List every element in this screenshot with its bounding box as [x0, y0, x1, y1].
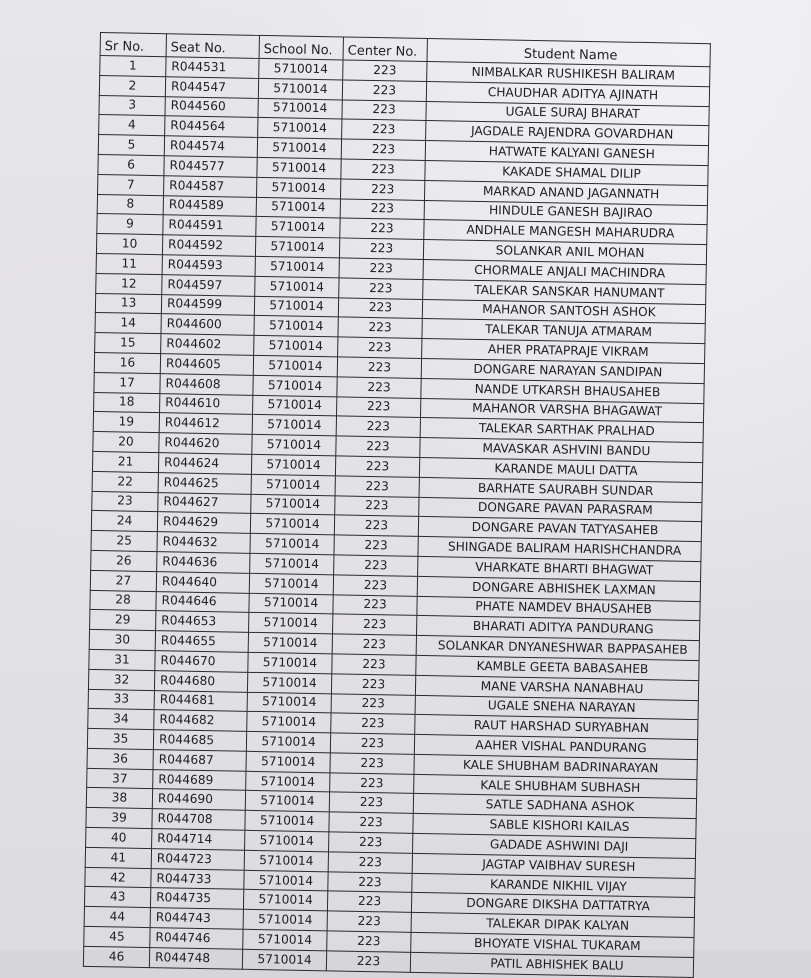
school-no-cell: 5710014	[258, 118, 342, 139]
school-no-cell: 5710014	[258, 98, 342, 119]
school-no-cell: 5710014	[243, 890, 327, 911]
seat-no-cell: R044587	[164, 175, 257, 196]
student-name-cell: TALEKAR TANUJA ATMARAM	[422, 319, 705, 344]
center-no-cell: 223	[329, 812, 413, 833]
school-no-cell: 5710014	[245, 791, 329, 812]
student-name-cell: HATWATE KALYANI GANESH	[425, 141, 708, 166]
school-no-cell: 5710014	[257, 157, 341, 178]
center-no-cell: 223	[335, 456, 419, 477]
sr-cell: 15	[95, 333, 161, 354]
school-no-cell: 5710014	[249, 613, 333, 634]
seat-no-cell: R044620	[159, 433, 252, 454]
sr-cell: 8	[97, 194, 163, 215]
seat-no-cell: R044685	[153, 730, 246, 751]
student-name-cell: BHARATI ADITYA PANDURANG	[416, 616, 699, 641]
student-name-cell: DONGARE NARAYAN SANDIPAN	[421, 358, 704, 383]
student-name-cell: MAHANOR SANTOSH ASHOK	[422, 299, 705, 324]
center-no-cell: 223	[340, 218, 424, 239]
center-no-cell: 223	[330, 773, 414, 794]
student-name-cell: SATLE SADHANA ASHOK	[413, 794, 696, 819]
school-no-cell: 5710014	[250, 533, 334, 554]
center-no-cell: 223	[333, 594, 417, 615]
student-name-cell: CHAUDHAR ADITYA AJINATH	[426, 81, 709, 106]
seat-no-cell: R044574	[164, 136, 257, 157]
school-no-cell: 5710014	[247, 712, 331, 733]
sr-cell: 25	[91, 531, 157, 552]
center-no-cell: 223	[340, 199, 424, 220]
seat-no-cell: R044646	[156, 591, 249, 612]
school-no-cell: 5710014	[252, 415, 336, 436]
student-name-cell: MAHANOR VARSHA BHAGAWAT	[420, 398, 703, 423]
header-seat-no: Seat No.	[166, 34, 259, 59]
student-name-cell: MANE VARSHA NANABHAU	[415, 675, 698, 700]
center-no-cell: 223	[337, 357, 421, 378]
sr-cell: 29	[90, 610, 156, 631]
seat-no-cell: R044680	[154, 670, 247, 691]
center-no-cell: 223	[328, 871, 412, 892]
seat-no-cell: R044605	[160, 354, 253, 375]
sr-cell: 40	[86, 827, 152, 848]
seat-no-cell: R044608	[160, 373, 253, 394]
table-body	[83, 56, 710, 978]
school-no-cell: 5710014	[256, 217, 340, 238]
school-no-cell: 5710014	[253, 395, 337, 416]
student-name-cell: KALE SHUBHAM BADRINARAYAN	[414, 754, 697, 779]
school-no-cell: 5710014	[246, 771, 330, 792]
student-name-cell: RAUT HARSHAD SURYABHAN	[415, 715, 698, 740]
sr-cell: 41	[85, 847, 151, 868]
center-no-cell: 223	[332, 654, 416, 675]
school-no-cell: 5710014	[254, 296, 338, 317]
school-no-cell: 5710014	[248, 632, 332, 653]
seat-no-cell: R044597	[162, 274, 255, 295]
sr-cell: 35	[87, 728, 153, 749]
seat-no-cell: R044624	[158, 453, 251, 474]
sr-cell: 18	[94, 392, 160, 413]
center-no-cell: 223	[328, 852, 412, 873]
student-name-cell: CHORMALE ANJALI MACHINDRA	[423, 259, 706, 284]
sr-cell: 46	[83, 946, 149, 967]
student-name-cell: NIMBALKAR RUSHIKESH BALIRAM	[427, 61, 710, 86]
student-name-cell: KAKADE SHAMAL DILIP	[425, 160, 708, 185]
school-no-cell: 5710014	[254, 316, 338, 337]
sr-cell: 37	[87, 768, 153, 789]
center-no-cell: 223	[338, 297, 422, 318]
seat-no-cell: R044591	[163, 215, 256, 236]
sr-cell: 39	[86, 808, 152, 829]
sr-cell: 11	[96, 253, 162, 274]
seat-no-cell: R044599	[161, 294, 254, 315]
school-no-cell: 5710014	[254, 336, 338, 357]
sr-cell: 17	[94, 372, 160, 393]
school-no-cell: 5710014	[245, 830, 329, 851]
center-no-cell: 223	[339, 278, 423, 299]
center-no-cell: 223	[326, 951, 410, 972]
school-no-cell: 5710014	[255, 237, 339, 258]
school-no-cell: 5710014	[244, 870, 328, 891]
seat-no-cell: R044723	[151, 848, 244, 869]
sr-cell: 28	[90, 590, 156, 611]
center-no-cell: 223	[338, 317, 422, 338]
center-no-cell: 223	[342, 100, 426, 121]
seat-no-cell: R044560	[165, 96, 258, 117]
seat-no-cell: R044625	[158, 472, 251, 493]
student-name-cell: DONGARE ABHISHEK LAXMAN	[417, 576, 700, 601]
seat-no-cell: R044682	[154, 710, 247, 731]
center-no-cell: 223	[341, 139, 425, 160]
sr-cell: 6	[98, 154, 164, 175]
school-no-cell: 5710014	[250, 514, 334, 535]
center-no-cell: 223	[342, 80, 426, 101]
sr-cell: 45	[84, 926, 150, 947]
school-no-cell: 5710014	[251, 474, 335, 495]
seat-no-cell: R044612	[159, 413, 252, 434]
seat-no-cell: R044640	[156, 571, 249, 592]
center-no-cell: 223	[335, 495, 419, 516]
sr-cell: 22	[92, 471, 158, 492]
seat-no-cell: R044746	[150, 928, 243, 949]
student-name-cell: NANDE UTKARSH BHAUSAHEB	[421, 378, 704, 403]
sr-cell: 3	[99, 95, 165, 116]
sr-cell: 24	[91, 511, 157, 532]
sr-cell: 4	[99, 115, 165, 136]
header-sr-no: Sr No.	[100, 33, 166, 57]
center-no-cell: 223	[336, 396, 420, 417]
seat-no-cell: R044629	[157, 512, 250, 533]
sr-cell: 16	[94, 352, 160, 373]
center-no-cell: 223	[330, 733, 414, 754]
student-name-cell: VHARKATE BHARTI BHAGWAT	[418, 556, 701, 581]
center-no-cell: 223	[333, 614, 417, 635]
sr-cell: 43	[84, 887, 150, 908]
student-name-cell: DONGARE PAVAN PARASRAM	[419, 497, 702, 522]
sr-cell: 26	[91, 550, 157, 571]
school-no-cell: 5710014	[248, 652, 332, 673]
center-no-cell: 223	[334, 555, 418, 576]
student-name-cell: BARHATE SAURABH SUNDAR	[419, 477, 702, 502]
header-center-no: Center No.	[343, 37, 427, 62]
school-no-cell: 5710014	[247, 692, 331, 713]
school-no-cell: 5710014	[253, 375, 337, 396]
student-name-cell: JAGDALE RAJENDRA GOVARDHAN	[426, 121, 709, 146]
center-no-cell: 223	[341, 159, 425, 180]
sr-cell: 14	[95, 313, 161, 334]
seat-no-cell: R044681	[154, 690, 247, 711]
student-name-cell: SOLANKAR DNYANESHWAR BAPPASAHEB	[416, 636, 699, 661]
student-name-cell: TALEKAR SANSKAR HANUMANT	[423, 279, 706, 304]
header-school-no: School No.	[259, 35, 343, 60]
student-name-cell: DONGARE PAVAN TATYASAHEB	[418, 517, 701, 542]
student-name-cell: TALEKAR SARTHAK PRALHAD	[420, 418, 703, 443]
center-no-cell: 223	[329, 832, 413, 853]
sr-cell: 19	[93, 412, 159, 433]
sr-cell: 42	[85, 867, 151, 888]
center-no-cell: 223	[327, 911, 411, 932]
sr-cell: 2	[99, 75, 165, 96]
seat-no-cell: R044610	[160, 393, 253, 414]
seat-no-cell: R044589	[163, 195, 256, 216]
sr-cell: 36	[87, 748, 153, 769]
seat-no-cell: R044577	[164, 156, 257, 177]
seat-no-cell: R044602	[161, 334, 254, 355]
school-no-cell: 5710014	[253, 355, 337, 376]
center-no-cell: 223	[331, 674, 415, 695]
center-no-cell: 223	[336, 416, 420, 437]
student-name-cell: GADADE ASHWINI DAJI	[413, 833, 696, 858]
school-no-cell: 5710014	[258, 78, 342, 99]
student-name-cell: UGALE SNEHA NARAYAN	[415, 695, 698, 720]
student-name-cell: JAGTAP VAIBHAV SURESH	[412, 853, 695, 878]
student-name-cell: KALE SHUBHAM SUBHASH	[414, 774, 697, 799]
center-no-cell: 223	[330, 753, 414, 774]
sr-cell: 7	[98, 174, 164, 195]
school-no-cell: 5710014	[243, 929, 327, 950]
sr-cell: 20	[93, 432, 159, 453]
student-name-cell: KARANDE NIKHIL VIJAY	[412, 873, 695, 898]
student-name-cell: PHATE NAMDEV BHAUSAHEB	[417, 596, 700, 621]
seat-no-cell: R044531	[166, 57, 259, 78]
header-student-name: Student Name	[427, 39, 710, 67]
seat-no-cell: R044708	[152, 809, 245, 830]
center-no-cell: 223	[331, 713, 415, 734]
seat-no-cell: R044690	[152, 789, 245, 810]
seat-no-cell: R044592	[162, 235, 255, 256]
center-no-cell: 223	[340, 179, 424, 200]
student-name-cell: AAHER VISHAL PANDURANG	[414, 734, 697, 759]
school-no-cell: 5710014	[256, 197, 340, 218]
student-list-table	[83, 32, 711, 978]
school-no-cell: 5710014	[247, 672, 331, 693]
sr-cell: 30	[89, 630, 155, 651]
school-no-cell: 5710014	[255, 256, 339, 277]
center-no-cell: 223	[343, 60, 427, 81]
seat-no-cell: R044655	[155, 631, 248, 652]
seat-no-cell: R044687	[153, 749, 246, 770]
school-no-cell: 5710014	[257, 138, 341, 159]
school-no-cell: 5710014	[244, 850, 328, 871]
student-name-cell: UGALE SURAJ BHARAT	[426, 101, 709, 126]
seat-no-cell: R044547	[165, 77, 258, 98]
center-no-cell: 223	[327, 931, 411, 952]
seat-no-cell: R044743	[150, 908, 243, 929]
seat-no-cell: R044593	[162, 255, 255, 276]
seat-no-cell: R044627	[158, 492, 251, 513]
seat-no-cell: R044632	[157, 532, 250, 553]
school-no-cell: 5710014	[257, 177, 341, 198]
student-name-cell: TALEKAR DIPAK KALYAN	[411, 913, 694, 938]
center-no-cell: 223	[329, 792, 413, 813]
sr-cell: 13	[95, 293, 161, 314]
sr-cell: 12	[96, 273, 162, 294]
school-no-cell: 5710014	[245, 811, 329, 832]
seat-no-cell: R044670	[155, 651, 248, 672]
center-no-cell: 223	[332, 634, 416, 655]
seat-no-cell: R044564	[165, 116, 258, 137]
school-no-cell: 5710014	[243, 910, 327, 931]
student-name-cell: ANDHALE MANGESH MAHARUDRA	[424, 220, 707, 245]
student-name-cell: KARANDE MAULI DATTA	[419, 457, 702, 482]
center-no-cell: 223	[337, 377, 421, 398]
student-list-table-wrapper	[83, 32, 711, 978]
sr-cell: 44	[84, 907, 150, 928]
center-no-cell: 223	[334, 515, 418, 536]
sr-cell: 33	[88, 689, 154, 710]
school-no-cell: 5710014	[249, 573, 333, 594]
center-no-cell: 223	[333, 575, 417, 596]
sr-cell: 34	[88, 709, 154, 730]
sr-cell: 32	[88, 669, 154, 690]
seat-no-cell: R044653	[156, 611, 249, 632]
sr-cell: 5	[98, 135, 164, 156]
center-no-cell: 223	[335, 476, 419, 497]
school-no-cell: 5710014	[246, 731, 330, 752]
sr-cell: 27	[90, 570, 156, 591]
center-no-cell: 223	[334, 535, 418, 556]
student-name-cell: SOLANKAR ANIL MOHAN	[423, 240, 706, 265]
seat-no-cell: R044600	[161, 314, 254, 335]
center-no-cell: 223	[339, 258, 423, 279]
school-no-cell: 5710014	[255, 276, 339, 297]
seat-no-cell: R044636	[157, 552, 250, 573]
sr-cell: 31	[89, 649, 155, 670]
school-no-cell: 5710014	[250, 553, 334, 574]
seat-no-cell: R044689	[153, 769, 246, 790]
student-name-cell: PATIL ABHISHEK BALU	[410, 952, 693, 977]
school-no-cell: 5710014	[242, 949, 326, 970]
student-name-cell: DONGARE DIKSHA DATTATRYA	[411, 893, 694, 918]
center-no-cell: 223	[339, 238, 423, 259]
seat-no-cell: R044714	[152, 829, 245, 850]
center-no-cell: 223	[342, 119, 426, 140]
student-name-cell: MAVASKAR ASHVINI BANDU	[420, 438, 703, 463]
student-name-cell: HINDULE GANESH BAJIRAO	[424, 200, 707, 225]
student-name-cell: SHINGADE BALIRAM HARISHCHANDRA	[418, 537, 701, 562]
center-no-cell: 223	[338, 337, 422, 358]
school-no-cell: 5710014	[259, 58, 343, 79]
school-no-cell: 5710014	[249, 593, 333, 614]
school-no-cell: 5710014	[252, 434, 336, 455]
center-no-cell: 223	[331, 693, 415, 714]
seat-no-cell: R044735	[150, 888, 243, 909]
seat-no-cell: R044748	[149, 947, 242, 968]
sr-cell: 10	[96, 234, 162, 255]
sr-cell: 9	[97, 214, 163, 235]
student-name-cell: MARKAD ANAND JAGANNATH	[424, 180, 707, 205]
student-name-cell: BHOYATE VISHAL TUKARAM	[411, 932, 694, 957]
sr-cell: 38	[86, 788, 152, 809]
sr-cell: 23	[92, 491, 158, 512]
sr-cell: 1	[100, 56, 166, 77]
school-no-cell: 5710014	[251, 494, 335, 515]
center-no-cell: 223	[336, 436, 420, 457]
student-name-cell: KAMBLE GEETA BABASAHEB	[416, 655, 699, 680]
school-no-cell: 5710014	[251, 454, 335, 475]
seat-no-cell: R044733	[151, 868, 244, 889]
school-no-cell: 5710014	[246, 751, 330, 772]
sr-cell: 21	[92, 451, 158, 472]
student-name-cell: SABLE KISHORI KAILAS	[413, 814, 696, 839]
student-name-cell: AHER PRATAPRAJE VIKRAM	[422, 339, 705, 364]
center-no-cell: 223	[327, 891, 411, 912]
